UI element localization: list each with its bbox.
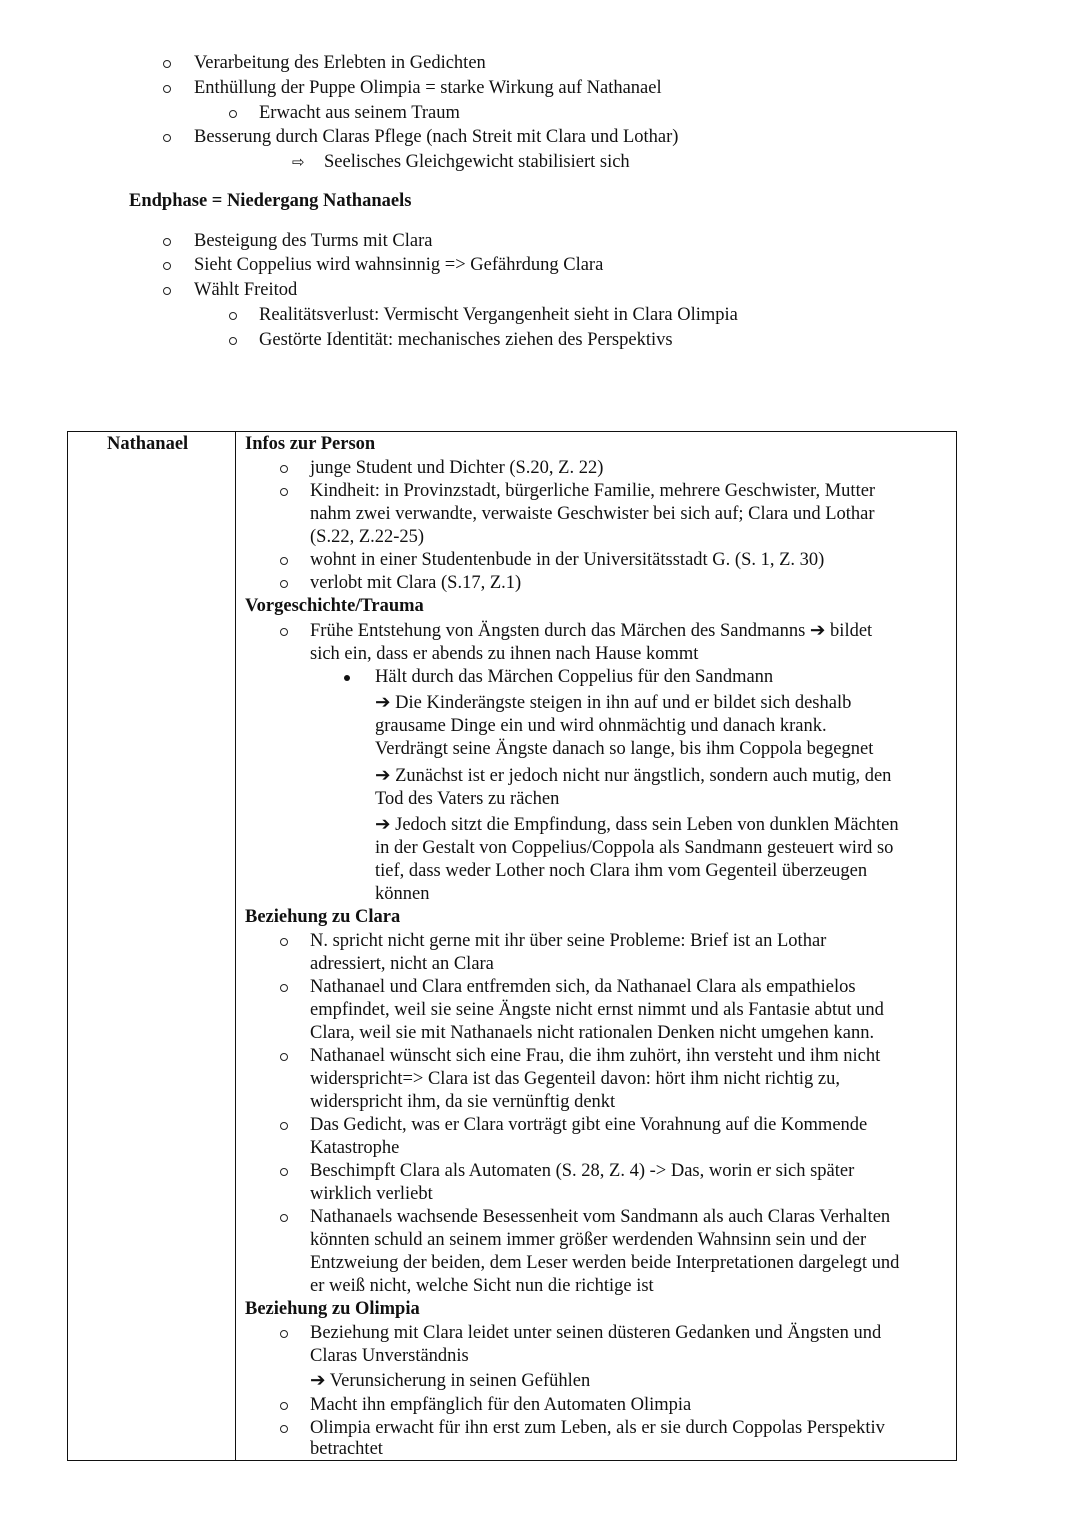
list-item: Nathanael wünscht sich eine Frau, die ihm zuhört, ihn versteht und ihm nicht xyxy=(310,1046,881,1066)
circle-bullet-icon xyxy=(229,312,237,320)
list-item: wohnt in einer Studentenbude in der Universitätsstadt G. (S. 1, Z. 30) xyxy=(310,550,825,570)
list-item: könnten schuld an seinem immer größer werdenden Wahnsinn sein und der xyxy=(310,1230,867,1250)
list-item: Enthüllung der Puppe Olimpia = starke Wirkung auf Nathanael xyxy=(194,78,662,98)
list-item: Verdrängt seine Ängste danach so lange, bis ihm Coppola begegnet xyxy=(375,739,874,759)
list-item: ➔ Zunächst ist er jedoch nicht nur ängstlich, sondern auch mutig, den xyxy=(375,766,892,786)
list-item: Macht ihn empfänglich für den Automaten Olimpia xyxy=(310,1395,692,1415)
list-item: (S.22, Z.22-25) xyxy=(310,527,425,547)
list-item: Hält durch das Märchen Coppelius für den Sandmann xyxy=(375,667,774,687)
list-item: ➔ Die Kinderängste steigen in ihn auf und er bildet sich deshalb xyxy=(375,693,852,713)
disc-bullet-icon xyxy=(344,675,350,681)
list-item: Realitätsverlust: Vermischt Vergangenheit sieht in Clara Olimpia xyxy=(259,305,738,325)
list-item: N. spricht nicht gerne mit ihr über seine Probleme: Brief ist an Lothar xyxy=(310,931,827,951)
list-item: Kindheit: in Provinzstadt, bürgerliche Familie, mehrere Geschwister, Mutter xyxy=(310,481,876,501)
circle-bullet-icon xyxy=(229,110,237,118)
circle-bullet-icon xyxy=(280,1425,288,1433)
name-cell xyxy=(68,432,236,1461)
circle-bullet-icon xyxy=(163,238,171,246)
list-item: adressiert, nicht an Clara xyxy=(310,954,494,974)
circle-bullet-icon xyxy=(229,337,237,345)
circle-bullet-icon xyxy=(163,287,171,295)
circle-bullet-icon xyxy=(280,938,288,946)
subheading-trauma: Vorgeschichte/Trauma xyxy=(245,596,424,616)
list-item: Clara, weil sie mit Nathanaels nicht rationalen Denken nicht umgehen kann. xyxy=(310,1023,875,1043)
list-item: widerspricht ihm, da sie vernünftig denkt xyxy=(310,1092,616,1112)
list-item: Beschimpft Clara als Automaten (S. 28, Z. 4) -> Das, worin er sich später xyxy=(310,1161,855,1181)
list-item: Entzweiung der beiden, dem Leser werden beide Interpretationen dargelegt und xyxy=(310,1253,900,1273)
list-item: ➔ Jedoch sitzt die Empfindung, dass sein Leben von dunklen Mächten xyxy=(375,815,899,835)
list-item: Besserung durch Claras Pflege (nach Streit mit Clara und Lothar) xyxy=(194,127,679,147)
list-item: er weiß nicht, welche Sicht nun die richtige ist xyxy=(310,1276,654,1296)
circle-bullet-icon xyxy=(280,557,288,565)
list-item: Sieht Coppelius wird wahnsinnig => Gefährdung Clara xyxy=(194,255,604,275)
list-item: Frühe Entstehung von Ängsten durch das Märchen des Sandmanns ➔ bildet xyxy=(310,621,873,641)
list-item: Erwacht aus seinem Traum xyxy=(259,103,460,123)
list-item: Seelisches Gleichgewicht stabilisiert sich xyxy=(324,152,630,172)
circle-bullet-icon xyxy=(280,1402,288,1410)
circle-bullet-icon xyxy=(280,1214,288,1222)
list-item: tief, dass weder Lother noch Clara ihm vom Gegenteil überzeugen xyxy=(375,861,868,881)
section-heading: Endphase = Niedergang Nathanaels xyxy=(129,191,412,211)
subheading-infos: Infos zur Person xyxy=(245,434,376,454)
list-item: wirklich verliebt xyxy=(310,1184,433,1204)
circle-bullet-icon xyxy=(280,1053,288,1061)
circle-bullet-icon xyxy=(280,465,288,473)
circle-bullet-icon xyxy=(280,1330,288,1338)
list-item: Nathanaels wachsende Besessenheit vom Sandmann als auch Claras Verhalten xyxy=(310,1207,891,1227)
list-item: junge Student und Dichter (S.20, Z. 22) xyxy=(310,458,604,478)
list-item: Nathanael und Clara entfremden sich, da Nathanael Clara als empathielos xyxy=(310,977,856,997)
list-item: Das Gedicht, was er Clara vorträgt gibt eine Vorahnung auf die Kommende xyxy=(310,1115,868,1135)
character-name: Nathanael xyxy=(107,434,189,454)
circle-bullet-icon xyxy=(280,1168,288,1176)
list-item: betrachtet xyxy=(310,1439,383,1459)
list-item: ➔ Verunsicherung in seinen Gefühlen xyxy=(310,1371,591,1391)
list-item: in der Gestalt von Coppelius/Coppola als Sandmann gesteuert wird so xyxy=(375,838,894,858)
circle-bullet-icon xyxy=(163,134,171,142)
list-item: verlobt mit Clara (S.17, Z.1) xyxy=(310,573,522,593)
list-item: Katastrophe xyxy=(310,1138,400,1158)
circle-bullet-icon xyxy=(280,488,288,496)
content-cell xyxy=(236,432,957,1461)
circle-bullet-icon xyxy=(280,1122,288,1130)
circle-bullet-icon xyxy=(163,85,171,93)
list-item: Gestörte Identität: mechanisches ziehen des Perspektivs xyxy=(259,330,673,350)
list-item: widerspricht=> Clara ist das Gegenteil davon: hört ihm nicht richtig zu, xyxy=(310,1069,841,1089)
character-table xyxy=(67,431,957,1461)
list-item: Verarbeitung des Erlebten in Gedichten xyxy=(194,53,486,73)
subheading-clara: Beziehung zu Clara xyxy=(245,907,401,927)
list-item: Olimpia erwacht für ihn erst zum Leben, als er sie durch Coppolas Perspektiv xyxy=(310,1418,885,1438)
circle-bullet-icon xyxy=(280,984,288,992)
list-item: Beziehung mit Clara leidet unter seinen düsteren Gedanken und Ängsten und xyxy=(310,1323,882,1343)
subheading-olimpia: Beziehung zu Olimpia xyxy=(245,1299,420,1319)
list-item: Besteigung des Turms mit Clara xyxy=(194,231,433,251)
hollow-arrow-icon: ⇨ xyxy=(292,153,305,171)
list-item: nahm zwei verwandte, verwaiste Geschwister bei sich auf; Clara und Lothar xyxy=(310,504,875,524)
list-item: grausame Dinge ein und wird ohnmächtig und danach krank. xyxy=(375,716,827,736)
circle-bullet-icon xyxy=(280,580,288,588)
circle-bullet-icon xyxy=(280,628,288,636)
list-item: sich ein, dass er abends zu ihnen nach Hause kommt xyxy=(310,644,699,664)
circle-bullet-icon xyxy=(163,60,171,68)
list-item: empfindet, weil sie seine Ängste nicht ernst nimmt und als Fantasie abtut und xyxy=(310,1000,884,1020)
list-item: Wählt Freitod xyxy=(194,280,298,300)
circle-bullet-icon xyxy=(163,262,171,270)
list-item: Tod des Vaters zu rächen xyxy=(375,789,560,809)
list-item: Claras Unverständnis xyxy=(310,1346,469,1366)
list-item: können xyxy=(375,884,430,904)
